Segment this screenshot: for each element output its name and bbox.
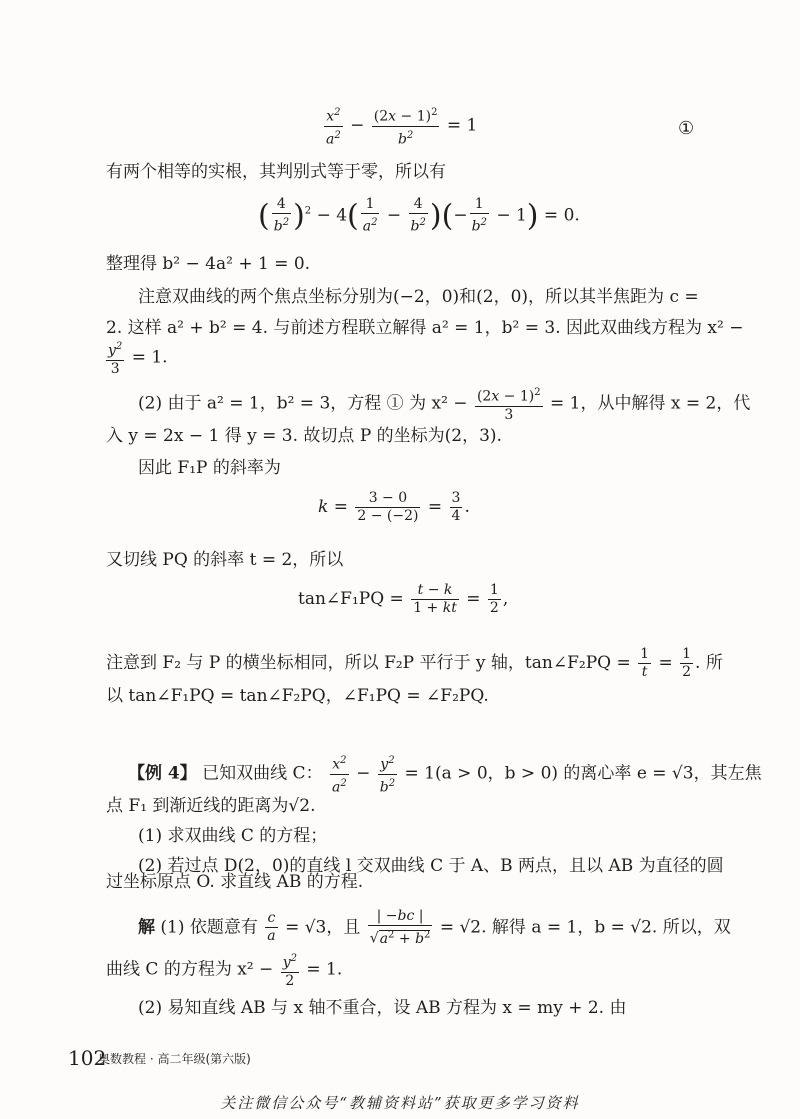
equation-4-mid: = xyxy=(466,589,481,609)
text-line-9: 又切线 PQ 的斜率 t = 2，所以 xyxy=(106,550,344,570)
watermark-text: 关注微信公众号“教辅资料站”获取更多学习资料 xyxy=(220,1094,580,1112)
solution-line-2: 曲线 C 的方程为 x² − $\frac{y^2}{2}$ = 1. xyxy=(106,953,343,989)
text-line-10-a: 注意到 F₂ 与 P 的横坐标相同，所以 F₂P 平行于 y 轴，tan∠F₂PQ = xyxy=(106,653,631,673)
question-1: (1) 求双曲线 C 的方程； xyxy=(138,826,328,846)
text-line-1: 有两个相等的实根，其判别式等于零，所以有 xyxy=(106,162,446,182)
solution-text-a: (1) 依题意有 xyxy=(160,917,258,938)
text-line-8: 因此 F₁P 的斜率为 xyxy=(138,458,281,478)
equation-4-lhs: tan∠F₁PQ = xyxy=(298,589,404,609)
text-line-11: 以 tan∠F₁PQ = tan∠F₂PQ，∠F₁PQ = ∠F₂PQ. xyxy=(106,686,489,706)
text-line-6-b: = 1，从中解得 x = 2，代 xyxy=(550,393,751,414)
equation-3-lhs: k = xyxy=(318,497,348,517)
fraction-x2-a2: $\frac{x^2}{a^2}$ xyxy=(326,107,341,148)
solution-2-a: 曲线 C 的方程为 x² − xyxy=(106,959,274,980)
text-line-7: 入 y = 2x − 1 得 y = 3. 故切点 P 的坐标为(2，3). xyxy=(106,426,502,446)
solution-line-1: 解 (1) 依题意有 $\frac{c}{a}$ = √3，且 $\frac{| -bc |}{√a^2 + b^2}$ = √2. 解得 a = 1，b = √2. 所以，双 xyxy=(138,908,731,947)
book-title: 奥数教程 · 高二年级(第六版) xyxy=(98,1052,251,1066)
text-line-6-a: (2) 由于 a² = 1，b² = 3，方程 ① 为 x² − xyxy=(138,393,468,414)
text-line-3: 注意双曲线的两个焦点坐标分别为(−2，0)和(2，0)，所以其半焦距为 c = xyxy=(138,287,699,307)
text-line-2: 整理得 b² − 4a² + 1 = 0. xyxy=(106,254,311,274)
example-text-b: = 1(a > 0，b > 0) 的离心率 e = √3，其左焦 xyxy=(404,763,762,784)
equation-2: ( $\frac{4}{b^2}$ )$^2$ − 4( $\frac{1}{a^2}$ − $\frac{4}{b^2}$ )(− $\frac{1}{b^2}$ − 1) = 0. xyxy=(258,196,580,235)
example-label: 【例 4】 xyxy=(128,763,197,784)
equation-3: k = $\frac{3 - 0}{2 - (-2)}$ = $\frac{3}{4}$ . xyxy=(318,490,470,524)
text-line-4: 2. 这样 a² + b² = 4. 与前述方程联立解得 a² = 1，b² = 3. 因此双曲线方程为 x² − xyxy=(106,318,744,338)
equation-4-tail: , xyxy=(502,589,509,609)
equation-1-rhs: = 1 xyxy=(446,115,478,136)
solution-text-b: = √3，且 xyxy=(285,917,361,938)
page-number: 102 xyxy=(68,1046,107,1070)
text-line-10: 注意到 F₂ 与 P 的横坐标相同，所以 F₂P 平行于 y 轴，tan∠F₂PQ = $\frac{1}{t}$ = $\frac{1}{2}$ . 所 xyxy=(106,646,723,680)
question-2: (2) 若过点 D(2，0)的直线 l 交双曲线 C 于 A、B 两点，且以 AB 为直径的圆 xyxy=(138,856,724,876)
solution-2-b: = 1. xyxy=(306,959,343,980)
equation-3-mid: = xyxy=(427,497,443,517)
solution-text-c: = √2. 解得 a = 1，b = √2. 所以，双 xyxy=(439,917,731,938)
solution-label: 解 xyxy=(138,917,155,938)
equation-4: tan∠F₁PQ = $\frac{t - k}{1 + kt}$ = $\frac{1}{2}$ , xyxy=(298,582,509,616)
question-3: 过坐标原点 O. 求直线 AB 的方程. xyxy=(106,872,364,892)
text-line-5: $\frac{y^2}{3}$ = 1. xyxy=(108,341,168,377)
text-line-10-b: 所 xyxy=(705,653,723,673)
equation-1: $\frac{x^2}{a^2}$ − $\frac{(2x - 1)^2}{b^2}$ = 1 xyxy=(322,104,477,148)
solution-line-3: (2) 易知直线 AB 与 x 轴不重合，设 AB 方程为 x = my + 2. 由 xyxy=(138,998,627,1018)
example-line-2: 点 F₁ 到渐近线的距离为√2. xyxy=(106,796,316,816)
equation-marker: ① xyxy=(678,118,695,139)
equation-2-tail: = 0. xyxy=(543,205,580,226)
fraction-2x-1-b2: $\frac{(2x - 1)^2}{b^2}$ xyxy=(373,107,438,148)
example-4-line: 【例 4】 已知双曲线 C： $\frac{x^2}{a^2}$ − $\frac{y^2}{b^2}$ = 1(a > 0，b > 0) 的离心率 e = √3，其左焦 xyxy=(128,755,762,796)
text-line-5-tail: = 1. xyxy=(131,347,168,368)
text-line-6: (2) 由于 a² = 1，b² = 3，方程 ① 为 x² − $\frac{(2x - 1)^2}{3}$ = 1，从中解得 x = 2，代 xyxy=(138,387,751,423)
example-text-a: 已知双曲线 C： xyxy=(202,763,323,784)
